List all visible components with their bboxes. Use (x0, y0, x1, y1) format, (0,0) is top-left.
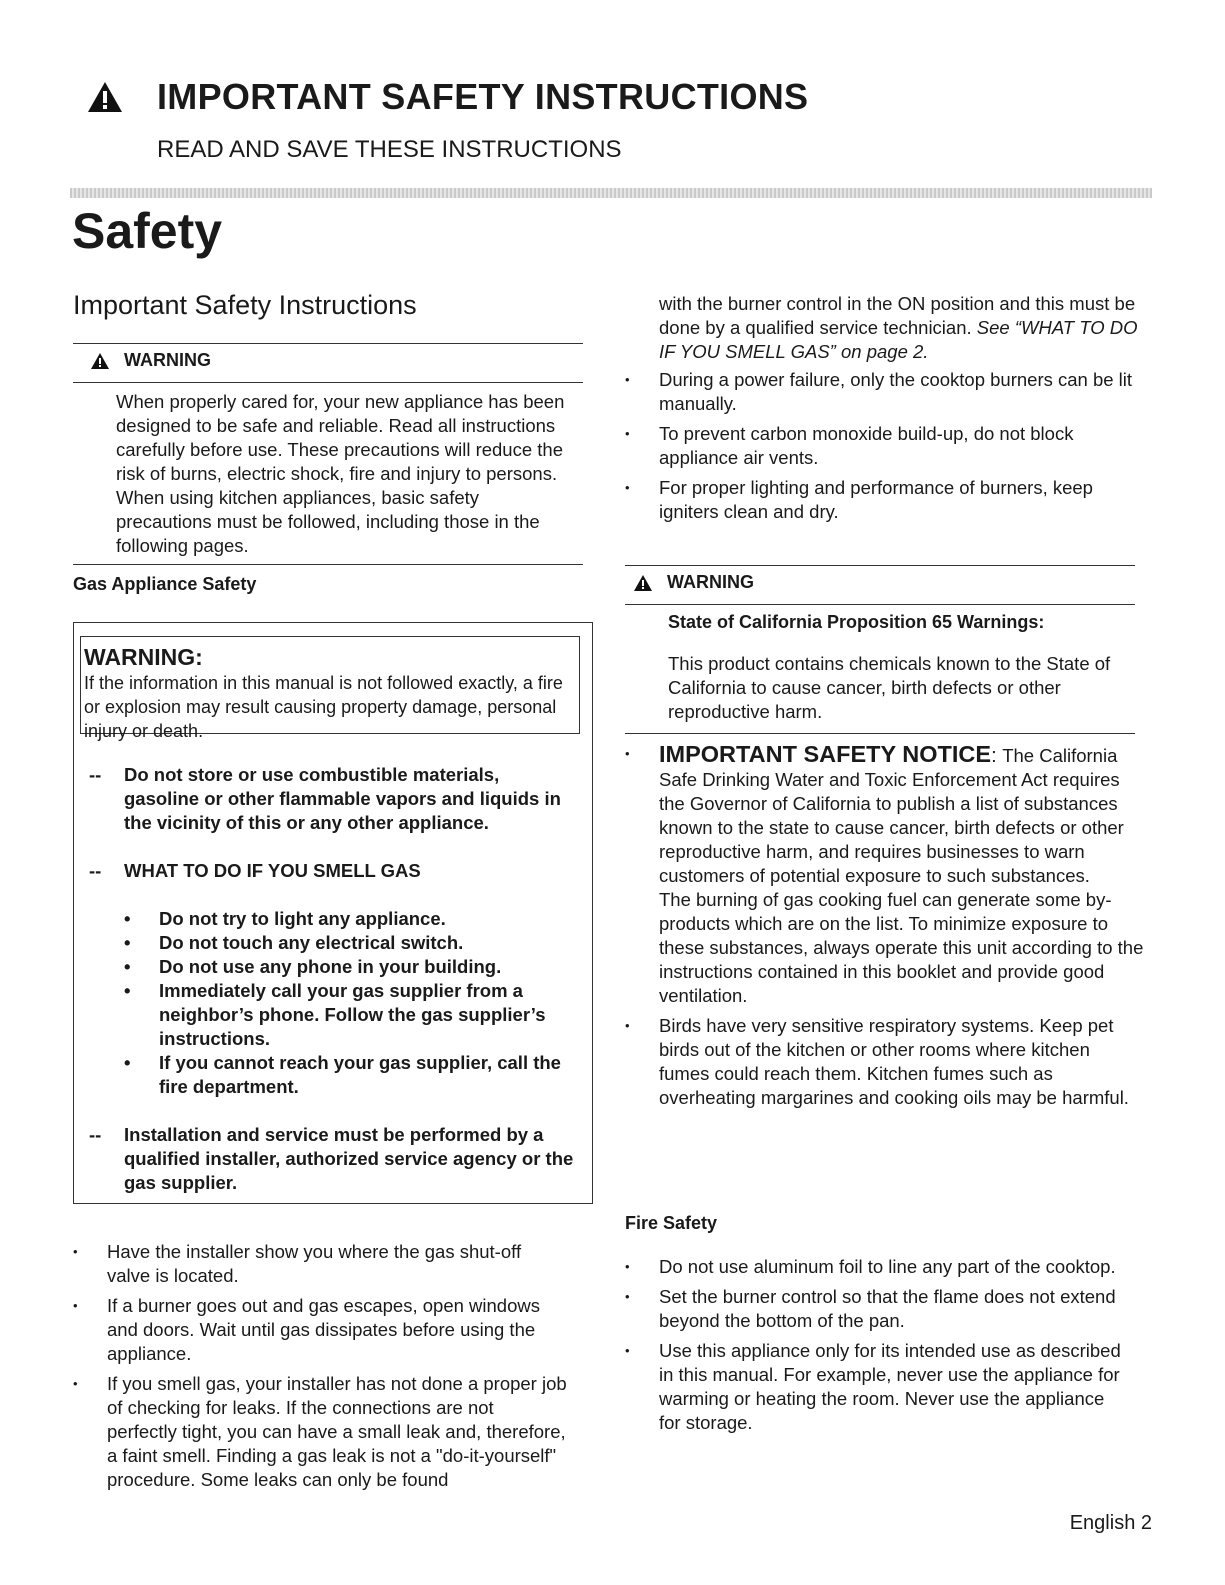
page-subtitle: READ AND SAVE THESE INSTRUCTIONS (157, 136, 622, 163)
power-bullet-list (625, 368, 1145, 530)
list-item: • Set the burner control so that the flame does not extend beyond the bottom of the pan. (625, 1285, 1125, 1333)
warning-header (90, 350, 211, 371)
divider (625, 733, 1135, 734)
list-item: -- Do not store or use combustible materials, gasoline or other flammable vapors and liquids in the vicinity of this or any other appliance. (89, 764, 561, 833)
intro-paragraph: When properly cared for, your new appliance has been designed to be safe and reliable. Read all instructions carefully before use. These precautions will reduce the risk of burns, electric shock, fire and injury to persons. When using kitchen appliances, basic safety precautions must be followed, including those in the following pages. (116, 391, 565, 556)
list-item: • Immediately call your gas supplier from a neighbor’s phone. Follow the gas supplier’s instructions. (124, 980, 546, 1049)
callout-title: WARNING: (84, 644, 203, 670)
warning-callout (80, 636, 580, 741)
callout-text: If the information in this manual is not followed exactly, a fire or explosion may result causing property damage, personal injury or death. (84, 673, 563, 741)
subsection-title: Important Safety Instructions (73, 290, 417, 320)
list-item: • During a power failure, only the cooktop burners can be lit manually. (625, 368, 1145, 416)
list-item: • For proper lighting and performance of burners, keep igniters clean and dry. (625, 476, 1145, 524)
list-item: • To prevent carbon monoxide build-up, do not block appliance air vents. (625, 422, 1145, 470)
divider (73, 564, 583, 565)
divider (73, 343, 583, 344)
section-title: Safety (72, 203, 223, 259)
gas-bullet-list (73, 1240, 568, 1498)
warning-label: WARNING (667, 572, 754, 592)
page-number: English 2 (1069, 1512, 1152, 1534)
list-item: • Do not try to light any appliance. (124, 908, 446, 929)
list-item: • If you smell gas, your installer has not done a proper job of checking for leaks. If the connections are not perfectly tight, you can have a small leak and, therefore, a faint smell. Finding a gas leak is not a "do-it-yourself" procedure. Some leaks can only be found (73, 1372, 568, 1492)
list-item: • Birds have very sensitive respiratory systems. Keep pet birds out of the kitchen or other rooms where kitchen fumes could reach them. Kitchen fumes such as overheating margarines and cooking oils may be harmful. (625, 1014, 1145, 1110)
warning-label: WARNING (124, 350, 211, 370)
fire-bullet-list (625, 1255, 1125, 1441)
divider (625, 565, 1135, 566)
gas-instructions (89, 763, 579, 1195)
list-item: • Have the installer show you where the gas shut-off valve is located. (73, 1240, 568, 1288)
page-reference: See “WHAT TO DO IF YOU SMELL GAS” on page 2. (659, 317, 1138, 362)
prop65-text: This product contains chemicals known to the State of California to cause cancer, birth defects or other reproductive harm. (668, 653, 1111, 722)
warning-triangle-icon (86, 80, 124, 114)
list-item: -- Installation and service must be performed by a qualified installer, authorized service agency or the gas supplier. (89, 1124, 574, 1193)
list-item: • Do not touch any electrical switch. (124, 932, 464, 953)
header-divider (70, 188, 1152, 198)
notice-title: IMPORTANT SAFETY NOTICE (659, 741, 992, 767)
list-item: -- WHAT TO DO IF YOU SMELL GAS (89, 860, 421, 881)
continued-paragraph: with the burner control in the ON position and this must be done by a qualified service technician. See “WHAT TO DO IF YOU SMELL GAS” on page 2. (659, 293, 1138, 362)
divider (73, 382, 583, 383)
divider (625, 604, 1135, 605)
list-item: • If a burner goes out and gas escapes, open windows and doors. Wait until gas dissipates before using the appliance. (73, 1294, 568, 1366)
prop65-title: State of California Proposition 65 Warnings: (668, 612, 1045, 632)
list-item: • Do not use any phone in your building. (124, 956, 502, 977)
warning-header (633, 572, 754, 593)
gas-steps (89, 907, 579, 1099)
warning-icon (633, 574, 653, 592)
gas-safety-heading: Gas Appliance Safety (73, 574, 257, 594)
list-item: • Do not use aluminum foil to line any part of the cooktop. (625, 1255, 1125, 1279)
list-item: • IMPORTANT SAFETY NOTICE: The California Safe Drinking Water and Toxic Enforcement Act requires the Governor of California to publish a list of substances known to the state to cause cancer, birth defects or other reproductive harm, and requires businesses to warn customers of potential exposure to such substances. The burning of gas cooking fuel can generate some by-products which are on the list. To minimize exposure to these substances, always operate this unit according to the instructions contained in this booklet and provide good ventilation. (625, 742, 1145, 1008)
notice-bullet-list (625, 742, 1145, 1116)
fire-safety-heading: Fire Safety (625, 1213, 718, 1233)
warning-icon (90, 352, 110, 370)
list-item: • If you cannot reach your gas supplier, call the fire department. (124, 1052, 561, 1097)
list-item: • Use this appliance only for its intended use as described in this manual. For example, never use the appliance for warming or heating the room. Never use the appliance for storage. (625, 1339, 1125, 1435)
page-title: IMPORTANT SAFETY INSTRUCTIONS (157, 76, 809, 117)
